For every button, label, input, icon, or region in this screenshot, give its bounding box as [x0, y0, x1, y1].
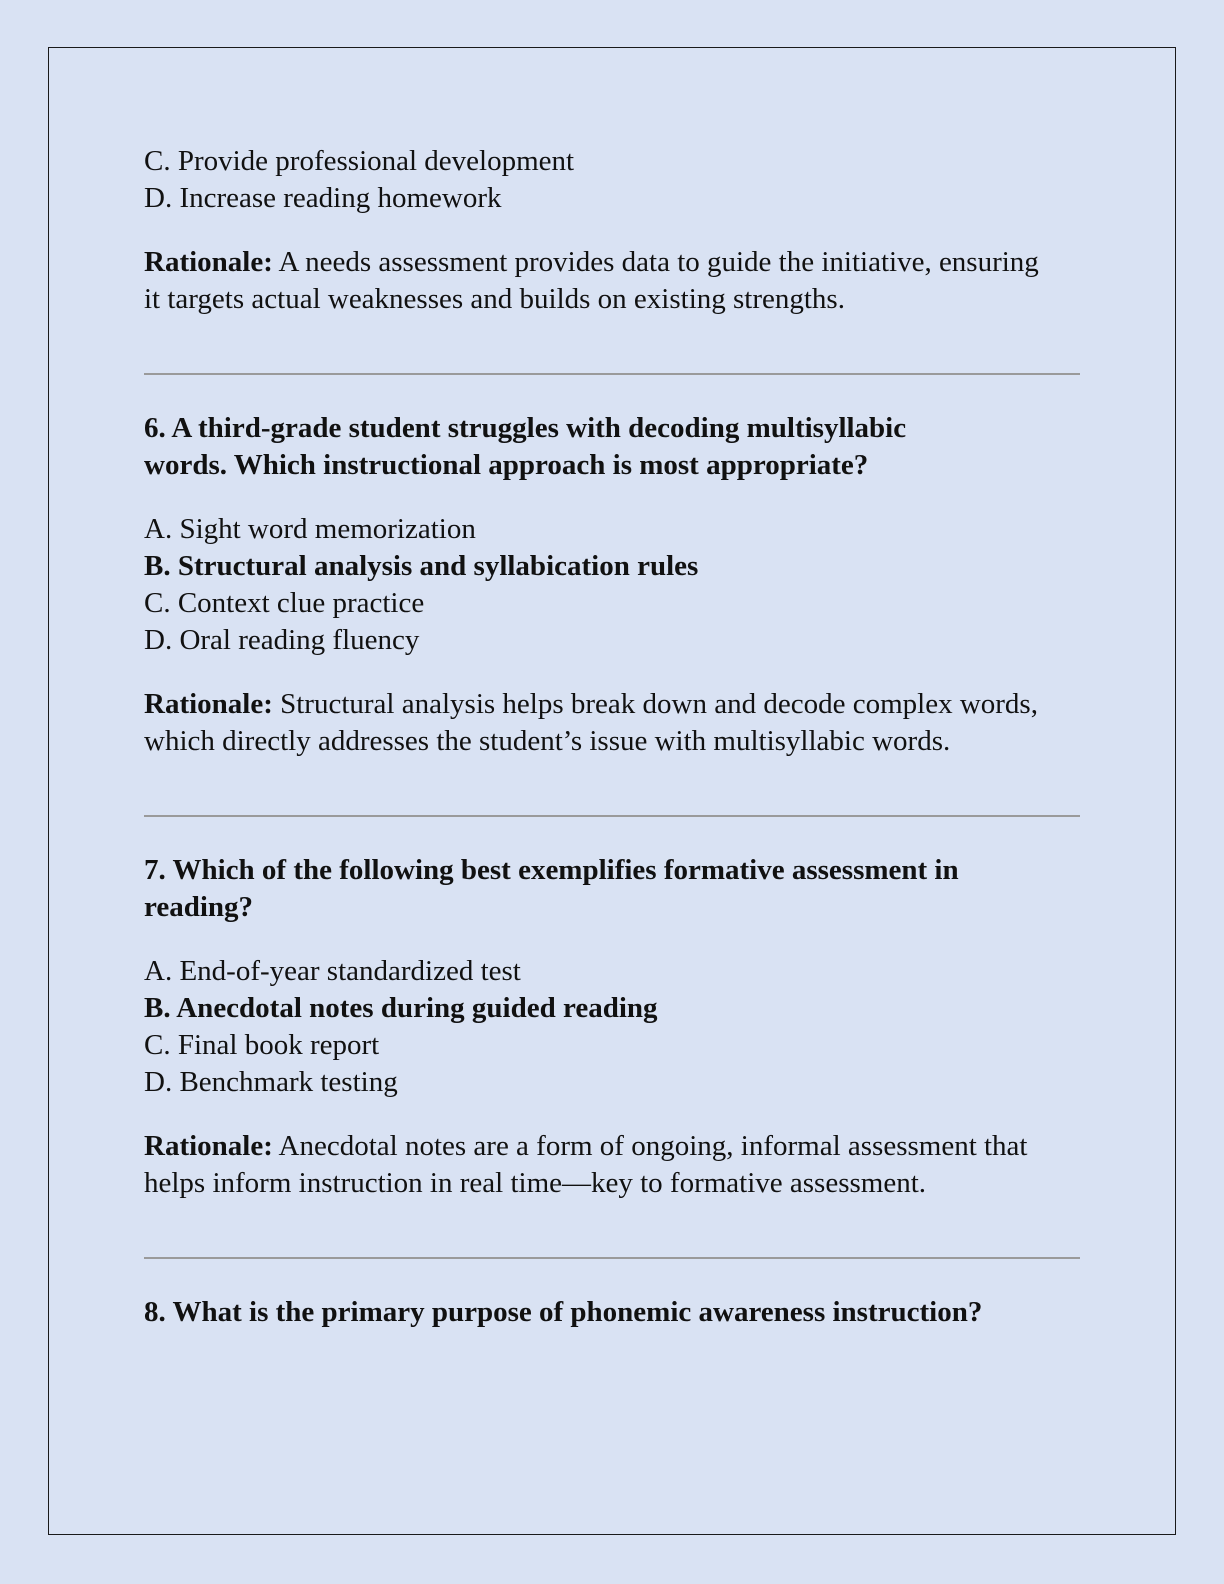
answer-option: D. Benchmark testing	[144, 1066, 398, 1098]
rationale-label: Rationale:	[144, 688, 273, 720]
rationale-text: A needs assessment provides data to guide the initiative, ensuring it targets actual weaknesses and builds on existing strengths.	[144, 246, 1039, 315]
correct-answer-option: B. Structural analysis and syllabication rules	[144, 550, 699, 582]
correct-answer-option: B. Anecdotal notes during guided reading	[144, 992, 658, 1024]
rationale	[144, 1128, 1080, 1202]
answer-option: C. Final book report	[144, 1029, 380, 1061]
rationale	[144, 244, 1044, 318]
rationale-text: Anecdotal notes are a form of ongoing, informal assessment that helps inform instruction in real time—key to formative assessment.	[144, 1130, 1028, 1199]
rationale-text: Structural analysis helps break down and decode complex words, which directly addresses the student’s issue with multisyllabic words.	[144, 688, 1038, 757]
question-8	[144, 1294, 1080, 1331]
question-title: 8. What is the primary purpose of phonemic awareness instruction?	[144, 1296, 983, 1328]
answer-option: C. Provide professional development	[144, 145, 575, 177]
page-content	[144, 143, 1080, 1331]
question-6	[144, 410, 1080, 760]
answer-option: A. End-of-year standardized test	[144, 955, 521, 987]
rationale-label: Rationale:	[144, 246, 273, 278]
answer-option: D. Oral reading fluency	[144, 624, 420, 656]
rationale	[144, 686, 1044, 760]
answer-option: C. Context clue practice	[144, 587, 425, 619]
question-title: 6. A third-grade student struggles with decoding multisyllabic words. Which instructional approach is most appropriate?	[144, 412, 907, 481]
answer-option: A. Sight word memorization	[144, 513, 476, 545]
question-7	[144, 852, 1080, 1202]
question-title: 7. Which of the following best exemplifies formative assessment in reading?	[144, 854, 959, 923]
answer-option: D. Increase reading homework	[144, 182, 502, 214]
question-5-continuation	[144, 143, 1080, 318]
rationale-label: Rationale:	[144, 1130, 273, 1162]
